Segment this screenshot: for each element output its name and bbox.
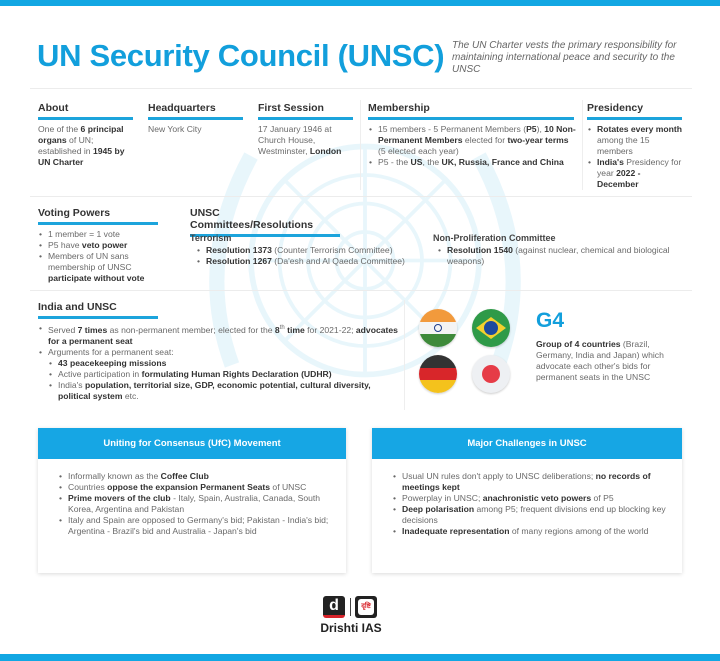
challenges-list <box>372 459 682 537</box>
list-item: • Resolution 1540 (against nuclear, chemical and biological weapons) <box>437 245 687 267</box>
headquarters-heading: Headquarters <box>148 102 243 120</box>
g4-title: G4 <box>536 309 565 332</box>
first-session-heading: First Session <box>258 102 353 120</box>
india-list <box>38 323 398 402</box>
divider <box>30 88 692 89</box>
drishti-hindi-icon: दृष्टि <box>355 596 377 618</box>
divider <box>30 196 692 197</box>
terrorism-list <box>196 245 436 267</box>
divider <box>404 300 405 410</box>
nonprolif-list <box>437 245 687 267</box>
list-item: • Deep polarisation among P5; frequent divisions end up blocking key decisions <box>392 504 668 526</box>
sub-list <box>48 358 398 402</box>
list-item: • Informally known as the Coffee Club <box>58 471 332 482</box>
top-accent-bar <box>0 0 720 6</box>
list-item: • Resolution 1267 (Da'esh and Al Qaeda Committee) <box>196 256 436 267</box>
bottom-accent-bar <box>0 654 720 661</box>
voting-powers-heading: Voting Powers <box>38 207 158 225</box>
list-item: • Powerplay in UNSC; anachronistic veto powers of P5 <box>392 493 668 504</box>
list-item: • 15 members - 5 Permanent Members (P5), 10 Non-Permanent Members elected for two-year terms (5 elected each year) <box>368 124 578 157</box>
list-item: • Italy and Spain are opposed to Germany's bid; Pakistan - India's bid; Argentina - Brazil's bid and Australia - Japan's bid <box>58 515 332 537</box>
voting-list <box>38 229 163 284</box>
headquarters-text: New York City <box>148 124 202 134</box>
list-item: • Countries oppose the expansion Permanent Seats of UNSC <box>58 482 332 493</box>
membership-heading: Membership <box>368 102 574 120</box>
india-flag-icon <box>419 309 457 347</box>
about-heading: About <box>38 102 133 120</box>
ufc-heading: Uniting for Consensus (UfC) Movement <box>38 428 346 459</box>
membership-list <box>368 124 578 168</box>
list-item: • Prime movers of the club - Italy, Spain, Australia, Canada, South Korea, Argentina and Pakistan <box>58 493 332 515</box>
brand-name: Drishti IAS <box>320 621 382 635</box>
japan-flag-icon <box>472 355 510 393</box>
drishti-d-icon: d <box>323 596 345 618</box>
list-item: • Members of UN sans membership of UNSC participate without vote <box>38 251 163 284</box>
divider <box>582 100 583 190</box>
list-item: • Served 7 times as non-permanent member; elected for the 8th time for 2021-22; advocates for a permanent seat <box>38 323 398 347</box>
list-item: • Inadequate representation of many regions among of the world <box>392 526 668 537</box>
germany-flag-icon <box>419 355 457 393</box>
india-heading: India and UNSC <box>38 301 158 319</box>
committees-heading: UNSC Committees/Resolutions <box>190 207 340 237</box>
page-title: UN Security Council (UNSC) <box>37 38 445 73</box>
nonprolif-label: Non-Proliferation Committee <box>433 233 556 243</box>
g4-description: Group of 4 countries (Brazil, Germany, India and Japan) which advocate each other's bids for permanent seats in the UNSC <box>536 339 664 382</box>
brazil-flag-icon <box>472 309 510 347</box>
list-item: • Resolution 1373 (Counter Terrorism Committee) <box>196 245 436 256</box>
terrorism-label: Terrorism <box>190 233 232 243</box>
ufc-list <box>38 459 346 537</box>
page-subtitle: The UN Charter vests the primary responsibility for maintaining international peace and security to the UNSC <box>452 40 677 75</box>
list-item: • Arguments for a permanent seat: • 43 peacekeeping missions • Active participation in formulating Human Rights Declaration (UDHR) • India's population, territorial size, GDP, economic potential, cultural diversity, political system etc. <box>38 347 398 402</box>
list-item: • 43 peacekeeping missions <box>48 358 398 369</box>
divider <box>360 100 361 190</box>
divider <box>30 290 692 291</box>
list-item: • Rotates every month among the 15 members <box>587 124 682 157</box>
list-item: • Active participation in formulating Human Rights Declaration (UDHR) <box>48 369 398 380</box>
list-item: • Usual UN rules don't apply to UNSC deliberations; no records of meetings kept <box>392 471 668 493</box>
challenges-card <box>372 428 682 573</box>
list-item: • India's population, territorial size, GDP, economic potential, cultural diversity, political system etc. <box>48 380 398 402</box>
ufc-card <box>38 428 346 573</box>
divider <box>350 598 351 616</box>
challenges-heading: Major Challenges in UNSC <box>372 428 682 459</box>
about-text: One of the 6 principal organs of UN; established in 1945 by UN Charter <box>38 124 125 167</box>
list-item: • 1 member = 1 vote <box>38 229 163 240</box>
list-item: • India's Presidency for year 2022 - December <box>587 157 682 190</box>
presidency-list <box>587 124 682 190</box>
list-item: • P5 have veto power <box>38 240 163 251</box>
presidency-heading: Presidency <box>587 102 682 120</box>
list-item: • P5 - the US, the UK, Russia, France and China <box>368 157 578 168</box>
first-session-text: 17 January 1946 at Church House, Westminster, London <box>258 124 342 156</box>
